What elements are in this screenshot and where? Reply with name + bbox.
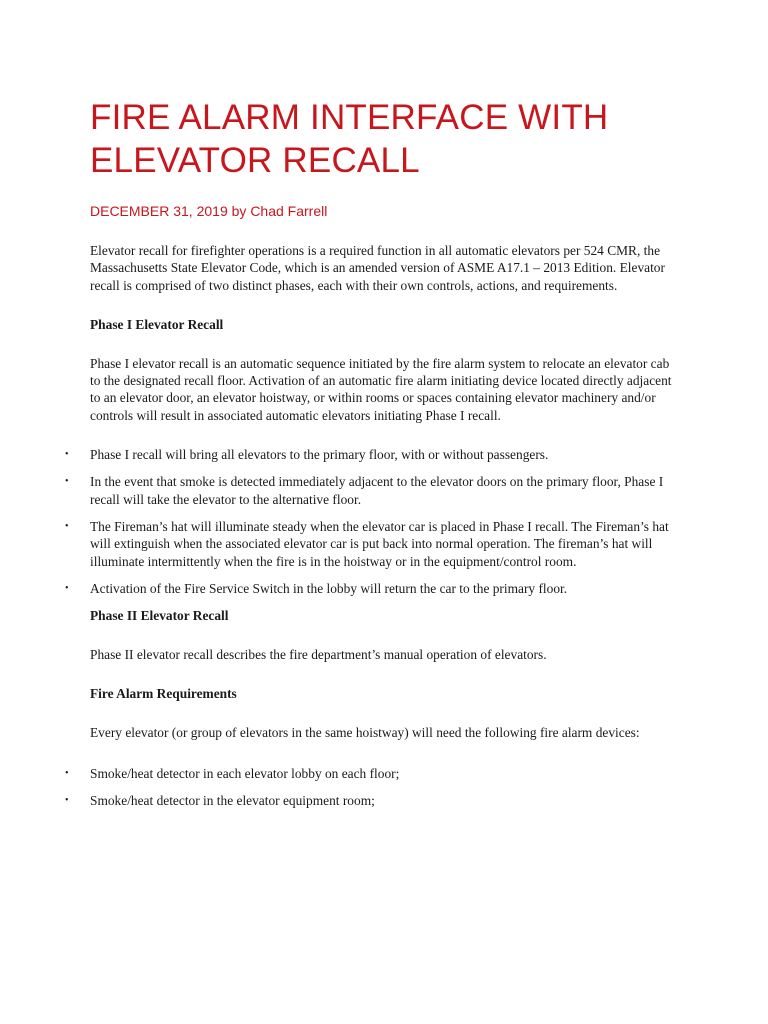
- list-item: [65, 446, 678, 463]
- phase2-heading: Phase II Elevator Recall: [90, 608, 229, 624]
- list-item-text: Activation of the Fire Service Switch in the lobby will return the car to the primary floor.: [90, 580, 568, 596]
- bullet-icon: •: [65, 582, 69, 594]
- list-item-text: Smoke/heat detector in each elevator lobby on each floor;: [90, 765, 400, 781]
- bullet-icon: •: [65, 449, 69, 461]
- author-link[interactable]: Chad Farrell: [250, 203, 328, 219]
- bullet-icon: •: [65, 520, 69, 532]
- bullet-icon: •: [65, 767, 69, 779]
- list-item: [65, 518, 678, 570]
- post-date: DECEMBER 31, 2019: [90, 203, 228, 219]
- article-title: FIRE ALARM INTERFACE WITH ELEVATOR RECALL: [90, 98, 609, 180]
- fire-alarm-device-list: [65, 765, 678, 810]
- article-meta: [90, 202, 678, 220]
- intro-paragraph: Elevator recall for firefighter operations is a required function in all automatic elevators per 524 CMR, the Massachusetts State Elevator Code, which is an amended version of ASME A17.1 – 2013 Edition. Elevator recall is comprised of two distinct phases, each with their own controls, actions, and requirements.: [90, 243, 665, 293]
- list-item: [65, 473, 678, 508]
- bullet-icon: •: [65, 476, 69, 488]
- fire-alarm-requirements-heading: Fire Alarm Requirements: [90, 686, 237, 702]
- list-item-text: The Fireman’s hat will illuminate steady when the elevator car is placed in Phase I recall. The Fireman’s hat will extinguish when the associated elevator car is put back into normal operation. The fireman’s hat will illuminate intermittently when the fire is in the hoistway or in the equipment/control room.: [90, 518, 669, 569]
- list-item-text: In the event that smoke is detected immediately adjacent to the elevator doors on the primary floor, Phase I recall will take the elevator to the alternative floor.: [90, 474, 664, 507]
- fire-alarm-requirements-paragraph: Every elevator (or group of elevators in the same hoistway) will need the following fire alarm devices:: [90, 725, 640, 741]
- list-item-text: Smoke/heat detector in the elevator equipment room;: [90, 793, 375, 809]
- list-item: [65, 580, 678, 597]
- byline-by: by: [231, 203, 247, 219]
- list-item: [65, 792, 678, 809]
- phase1-heading: Phase I Elevator Recall: [90, 316, 224, 332]
- phase2-paragraph: Phase II elevator recall describes the fire department’s manual operation of elevators.: [90, 647, 547, 663]
- bullet-icon: •: [65, 795, 69, 807]
- phase1-paragraph: Phase I elevator recall is an automatic sequence initiated by the fire alarm system to relocate an elevator cab to the designated recall floor. Activation of an automatic fire alarm initiating device located directly adjacent to an elevator door, an elevator hoistway, or within rooms or spaces containing elevator machinery and/or controls will result in associated automatic elevators initiating Phase I recall.: [90, 355, 672, 423]
- list-item-text: Phase I recall will bring all elevators to the primary floor, with or without passengers.: [90, 447, 549, 463]
- list-item: [65, 765, 678, 782]
- phase1-bullet-list: [65, 446, 678, 597]
